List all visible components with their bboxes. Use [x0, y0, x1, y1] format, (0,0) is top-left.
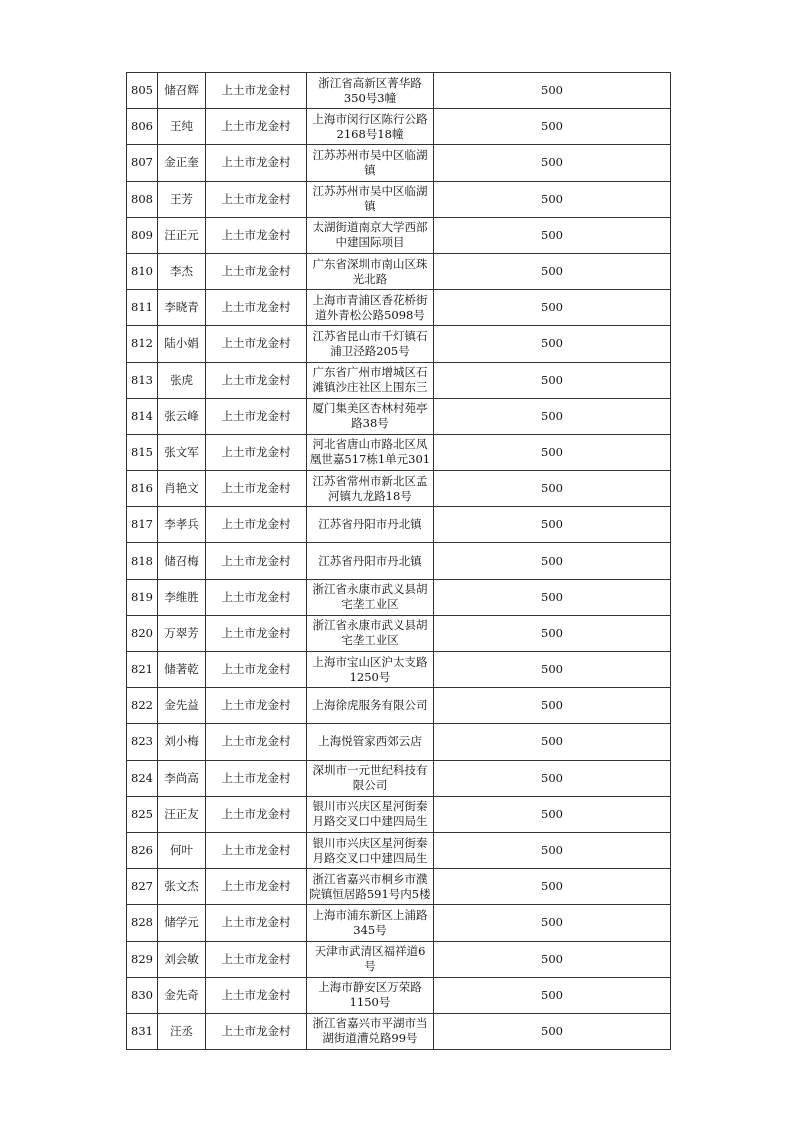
person-name: 汪正友	[164, 806, 199, 821]
person-name: 储著乾	[164, 662, 199, 677]
work-address: 天津市武清区福祥道6号	[314, 944, 426, 974]
person-name-cell	[158, 543, 206, 579]
table-row	[127, 326, 671, 362]
person-name-cell	[158, 145, 206, 181]
row-number: 805	[131, 83, 153, 98]
subsidy-amount-cell	[434, 724, 671, 760]
work-address: 浙江省嘉兴市桐乡市濮院镇恒居路591号内5楼	[309, 871, 431, 901]
work-address-cell	[307, 73, 434, 109]
village-name: 上土市龙金村	[221, 553, 291, 568]
work-address: 上海悦管家西郊云店	[318, 734, 422, 749]
person-name: 储学元	[164, 915, 199, 930]
subsidy-amount-cell	[434, 253, 671, 289]
work-address-cell	[307, 507, 434, 543]
work-address-cell	[307, 217, 434, 253]
work-address: 江苏苏州市吴中区临湖镇	[312, 147, 428, 177]
person-name: 张虎	[170, 372, 193, 387]
table-row	[127, 73, 671, 109]
village-name-cell	[206, 832, 307, 868]
row-number-cell	[127, 724, 158, 760]
village-name-cell	[206, 688, 307, 724]
work-address-cell	[307, 796, 434, 832]
village-name: 上土市龙金村	[221, 227, 291, 242]
row-number: 814	[131, 408, 153, 423]
village-name-cell	[206, 905, 307, 941]
work-address: 上海徐虎服务有限公司	[312, 698, 428, 713]
row-number-cell	[127, 471, 158, 507]
subsidy-amount-cell	[434, 832, 671, 868]
row-number-cell	[127, 145, 158, 181]
subsidy-amount: 500	[541, 915, 563, 930]
work-address-cell	[307, 362, 434, 398]
row-number-cell	[127, 507, 158, 543]
row-number-cell	[127, 796, 158, 832]
subsidy-amount: 500	[541, 119, 563, 134]
work-address: 江苏省昆山市千灯镇石浦卫泾路205号	[312, 328, 428, 358]
village-name-cell	[206, 579, 307, 615]
village-name: 上土市龙金村	[221, 698, 291, 713]
person-name-cell	[158, 760, 206, 796]
table-row	[127, 941, 671, 977]
village-name-cell	[206, 471, 307, 507]
village-name: 上土市龙金村	[221, 879, 291, 894]
row-number-cell	[127, 181, 158, 217]
person-name-cell	[158, 724, 206, 760]
table-row	[127, 760, 671, 796]
table-row	[127, 579, 671, 615]
table-row	[127, 615, 671, 651]
row-number: 807	[131, 155, 153, 170]
village-name-cell	[206, 73, 307, 109]
subsidy-amount-cell	[434, 73, 671, 109]
subsidy-amount: 500	[541, 444, 563, 459]
work-address-cell	[307, 398, 434, 434]
work-address: 江苏苏州市吴中区临湖镇	[312, 184, 428, 214]
table-row	[127, 398, 671, 434]
person-name-cell	[158, 905, 206, 941]
village-name: 上土市龙金村	[221, 408, 291, 423]
village-name-cell	[206, 796, 307, 832]
person-name: 肖艳文	[164, 481, 199, 496]
subsidy-amount-cell	[434, 109, 671, 145]
village-name-cell	[206, 290, 307, 326]
row-number-cell	[127, 977, 158, 1013]
row-number: 822	[131, 698, 153, 713]
row-number-cell	[127, 579, 158, 615]
row-number: 813	[131, 372, 153, 387]
row-number: 829	[131, 951, 153, 966]
village-name: 上土市龙金村	[221, 734, 291, 749]
table-body	[127, 73, 671, 1050]
subsidy-amount-cell	[434, 1013, 671, 1049]
subsidy-amount-cell	[434, 796, 671, 832]
subsidy-amount-cell	[434, 434, 671, 470]
subsidy-amount-cell	[434, 471, 671, 507]
subsidy-amount: 500	[541, 83, 563, 98]
row-number-cell	[127, 73, 158, 109]
subsidy-amount: 500	[541, 191, 563, 206]
work-address: 上海市青浦区香花桥街道外青松公路5098号	[312, 292, 428, 322]
subsidy-amount: 500	[541, 517, 563, 532]
person-name: 储召梅	[164, 553, 199, 568]
person-name-cell	[158, 362, 206, 398]
subsidy-amount-cell	[434, 145, 671, 181]
subsidy-amount: 500	[541, 589, 563, 604]
table-row	[127, 181, 671, 217]
work-address-cell	[307, 977, 434, 1013]
subsidy-amount-cell	[434, 760, 671, 796]
village-name-cell	[206, 362, 307, 398]
table-row	[127, 869, 671, 905]
person-name: 金先奇	[164, 987, 199, 1002]
subsidy-amount: 500	[541, 662, 563, 677]
work-address-cell	[307, 145, 434, 181]
table-row	[127, 652, 671, 688]
village-name-cell	[206, 217, 307, 253]
village-name: 上土市龙金村	[221, 951, 291, 966]
table-row	[127, 796, 671, 832]
work-address-cell	[307, 471, 434, 507]
person-name-cell	[158, 507, 206, 543]
table-row	[127, 471, 671, 507]
row-number: 815	[131, 444, 153, 459]
work-address-cell	[307, 832, 434, 868]
person-name: 万翠芳	[164, 625, 199, 640]
row-number-cell	[127, 253, 158, 289]
row-number-cell	[127, 109, 158, 145]
work-address-cell	[307, 326, 434, 362]
work-address-cell	[307, 1013, 434, 1049]
village-name: 上土市龙金村	[221, 444, 291, 459]
subsidy-amount: 500	[541, 155, 563, 170]
row-number: 828	[131, 915, 153, 930]
work-address: 浙江省高新区菁华路350号3幢	[318, 75, 422, 105]
person-name: 李维胜	[164, 589, 199, 604]
subsidy-amount-cell	[434, 181, 671, 217]
table-row	[127, 724, 671, 760]
subsidy-amount-cell	[434, 362, 671, 398]
village-name-cell	[206, 615, 307, 651]
work-address: 江苏省丹阳市丹北镇	[318, 517, 422, 532]
row-number-cell	[127, 832, 158, 868]
table-row	[127, 290, 671, 326]
subsidy-amount: 500	[541, 553, 563, 568]
person-name: 何叶	[170, 843, 193, 858]
village-name: 上土市龙金村	[221, 191, 291, 206]
subsidy-amount-cell	[434, 398, 671, 434]
person-name-cell	[158, 941, 206, 977]
subsidy-amount: 500	[541, 806, 563, 821]
table-row	[127, 145, 671, 181]
subsidy-amount-cell	[434, 507, 671, 543]
subsidy-amount: 500	[541, 770, 563, 785]
person-name: 张文军	[164, 444, 199, 459]
table-row	[127, 832, 671, 868]
row-number-cell	[127, 869, 158, 905]
person-name: 李杰	[170, 264, 193, 279]
row-number-cell	[127, 543, 158, 579]
village-name: 上土市龙金村	[221, 915, 291, 930]
person-name: 李孝兵	[164, 517, 199, 532]
table-row	[127, 253, 671, 289]
row-number: 820	[131, 625, 153, 640]
work-address: 太湖街道南京大学西部中建国际项目	[312, 220, 428, 250]
work-address: 河北省唐山市路北区凤凰世嘉517栋1单元301	[309, 437, 431, 467]
subsidy-amount-cell	[434, 652, 671, 688]
subsidy-amount-cell	[434, 688, 671, 724]
row-number: 830	[131, 987, 153, 1002]
work-address-cell	[307, 181, 434, 217]
person-name: 陆小娟	[164, 336, 199, 351]
table-row	[127, 688, 671, 724]
work-address: 浙江省永康市武义县胡宅垄工业区	[312, 618, 428, 648]
subsidy-amount-cell	[434, 977, 671, 1013]
work-address-cell	[307, 109, 434, 145]
row-number-cell	[127, 760, 158, 796]
work-address-cell	[307, 724, 434, 760]
subsidy-amount: 500	[541, 625, 563, 640]
person-name-cell	[158, 869, 206, 905]
person-name: 王芳	[170, 191, 193, 206]
village-name-cell	[206, 941, 307, 977]
work-address-cell	[307, 905, 434, 941]
work-address-cell	[307, 253, 434, 289]
row-number-cell	[127, 398, 158, 434]
work-address: 银川市兴庆区星河街秦月路交叉口中建四局生	[312, 799, 428, 829]
person-name-cell	[158, 73, 206, 109]
subsidy-amount: 500	[541, 481, 563, 496]
row-number: 816	[131, 481, 153, 496]
work-address: 广东省深圳市南山区珠光北路	[312, 256, 428, 286]
work-address: 上海市闵行区陈行公路2168号18幢	[312, 111, 428, 141]
subsidy-amount-cell	[434, 217, 671, 253]
person-name: 汪正元	[164, 227, 199, 242]
row-number: 811	[131, 300, 153, 315]
work-address-cell	[307, 434, 434, 470]
row-number: 812	[131, 336, 153, 351]
work-address-cell	[307, 615, 434, 651]
person-name-cell	[158, 652, 206, 688]
subsidy-amount: 500	[541, 264, 563, 279]
row-number-cell	[127, 941, 158, 977]
person-name: 刘小梅	[164, 734, 199, 749]
table-row	[127, 217, 671, 253]
row-number-cell	[127, 1013, 158, 1049]
village-name-cell	[206, 145, 307, 181]
person-name: 李晓青	[164, 300, 199, 315]
row-number-cell	[127, 688, 158, 724]
row-number: 831	[131, 1023, 153, 1038]
subsidy-table	[126, 72, 671, 1050]
row-number-cell	[127, 362, 158, 398]
village-name-cell	[206, 434, 307, 470]
person-name-cell	[158, 217, 206, 253]
village-name-cell	[206, 869, 307, 905]
table-row	[127, 1013, 671, 1049]
village-name: 上土市龙金村	[221, 770, 291, 785]
row-number: 808	[131, 191, 153, 206]
table-row	[127, 905, 671, 941]
table-row	[127, 362, 671, 398]
person-name-cell	[158, 977, 206, 1013]
subsidy-amount: 500	[541, 734, 563, 749]
subsidy-amount-cell	[434, 290, 671, 326]
row-number: 824	[131, 770, 153, 785]
person-name: 张文杰	[164, 879, 199, 894]
row-number: 825	[131, 806, 153, 821]
person-name: 金正奎	[164, 155, 199, 170]
village-name-cell	[206, 253, 307, 289]
work-address: 浙江省嘉兴市平湖市当湖街道漕兑路99号	[312, 1016, 428, 1046]
row-number: 827	[131, 879, 153, 894]
row-number: 806	[131, 119, 153, 134]
work-address: 江苏省丹阳市丹北镇	[318, 553, 422, 568]
row-number-cell	[127, 905, 158, 941]
village-name: 上土市龙金村	[221, 806, 291, 821]
subsidy-amount: 500	[541, 987, 563, 1002]
village-name: 上土市龙金村	[221, 843, 291, 858]
person-name-cell	[158, 434, 206, 470]
row-number: 818	[131, 553, 153, 568]
person-name-cell	[158, 1013, 206, 1049]
subsidy-amount: 500	[541, 879, 563, 894]
subsidy-amount: 500	[541, 336, 563, 351]
row-number: 826	[131, 843, 153, 858]
person-name-cell	[158, 832, 206, 868]
work-address: 上海市静安区万荣路1150号	[318, 980, 422, 1010]
subsidy-amount-cell	[434, 326, 671, 362]
work-address: 深圳市一元世纪科技有限公司	[312, 763, 428, 793]
work-address: 厦门集美区杏林村苑亭路38号	[312, 401, 428, 431]
work-address: 上海市宝山区沪太支路1250号	[312, 654, 428, 684]
work-address-cell	[307, 652, 434, 688]
work-address: 银川市兴庆区星河街秦月路交叉口中建四局生	[312, 835, 428, 865]
work-address: 江苏省常州市新北区孟河镇九龙路18号	[312, 473, 428, 503]
subsidy-amount-cell	[434, 905, 671, 941]
subsidy-amount-cell	[434, 615, 671, 651]
subsidy-amount-cell	[434, 543, 671, 579]
village-name: 上土市龙金村	[221, 300, 291, 315]
work-address: 浙江省永康市武义县胡宅垄工业区	[312, 582, 428, 612]
work-address-cell	[307, 869, 434, 905]
subsidy-amount: 500	[541, 1023, 563, 1038]
person-name-cell	[158, 796, 206, 832]
row-number: 810	[131, 264, 153, 279]
work-address-cell	[307, 760, 434, 796]
work-address-cell	[307, 941, 434, 977]
person-name: 李尚高	[164, 770, 199, 785]
table-row	[127, 109, 671, 145]
row-number-cell	[127, 290, 158, 326]
village-name-cell	[206, 724, 307, 760]
work-address-cell	[307, 688, 434, 724]
village-name: 上土市龙金村	[221, 987, 291, 1002]
subsidy-amount: 500	[541, 372, 563, 387]
village-name: 上土市龙金村	[221, 1023, 291, 1038]
village-name: 上土市龙金村	[221, 589, 291, 604]
village-name: 上土市龙金村	[221, 336, 291, 351]
row-number-cell	[127, 217, 158, 253]
row-number: 809	[131, 227, 153, 242]
village-name: 上土市龙金村	[221, 517, 291, 532]
person-name: 汪丞	[170, 1023, 193, 1038]
row-number: 819	[131, 589, 153, 604]
village-name-cell	[206, 109, 307, 145]
village-name: 上土市龙金村	[221, 119, 291, 134]
village-name: 上土市龙金村	[221, 625, 291, 640]
row-number: 817	[131, 517, 153, 532]
work-address-cell	[307, 543, 434, 579]
person-name-cell	[158, 290, 206, 326]
person-name: 张云峰	[164, 408, 199, 423]
village-name: 上土市龙金村	[221, 83, 291, 98]
person-name: 王纯	[170, 119, 193, 134]
table-row	[127, 543, 671, 579]
person-name-cell	[158, 253, 206, 289]
person-name-cell	[158, 398, 206, 434]
village-name-cell	[206, 181, 307, 217]
subsidy-amount: 500	[541, 951, 563, 966]
person-name-cell	[158, 688, 206, 724]
work-address-cell	[307, 579, 434, 615]
table-row	[127, 434, 671, 470]
village-name-cell	[206, 977, 307, 1013]
subsidy-amount: 500	[541, 227, 563, 242]
subsidy-amount: 500	[541, 300, 563, 315]
row-number-cell	[127, 615, 158, 651]
person-name: 金先益	[164, 698, 199, 713]
village-name: 上土市龙金村	[221, 155, 291, 170]
work-address: 上海市浦东新区上浦路345号	[312, 907, 428, 937]
person-name-cell	[158, 181, 206, 217]
table-row	[127, 507, 671, 543]
person-name-cell	[158, 615, 206, 651]
person-name-cell	[158, 579, 206, 615]
work-address-cell	[307, 290, 434, 326]
subsidy-amount: 500	[541, 698, 563, 713]
person-name: 储召辉	[164, 83, 199, 98]
village-name-cell	[206, 1013, 307, 1049]
row-number: 823	[131, 734, 153, 749]
subsidy-amount-cell	[434, 869, 671, 905]
row-number-cell	[127, 434, 158, 470]
subsidy-amount-cell	[434, 579, 671, 615]
village-name: 上土市龙金村	[221, 264, 291, 279]
village-name-cell	[206, 760, 307, 796]
subsidy-amount: 500	[541, 408, 563, 423]
row-number-cell	[127, 326, 158, 362]
village-name-cell	[206, 507, 307, 543]
work-address: 广东省广州市增城区石滩镇沙庄社区上围东三	[312, 365, 428, 395]
village-name: 上土市龙金村	[221, 662, 291, 677]
village-name-cell	[206, 652, 307, 688]
person-name-cell	[158, 471, 206, 507]
person-name-cell	[158, 109, 206, 145]
person-name-cell	[158, 326, 206, 362]
row-number-cell	[127, 652, 158, 688]
row-number: 821	[131, 662, 153, 677]
village-name: 上土市龙金村	[221, 481, 291, 496]
village-name-cell	[206, 543, 307, 579]
person-name: 刘会敏	[164, 951, 199, 966]
village-name: 上土市龙金村	[221, 372, 291, 387]
village-name-cell	[206, 398, 307, 434]
subsidy-amount: 500	[541, 843, 563, 858]
subsidy-amount-cell	[434, 941, 671, 977]
table-row	[127, 977, 671, 1013]
village-name-cell	[206, 326, 307, 362]
